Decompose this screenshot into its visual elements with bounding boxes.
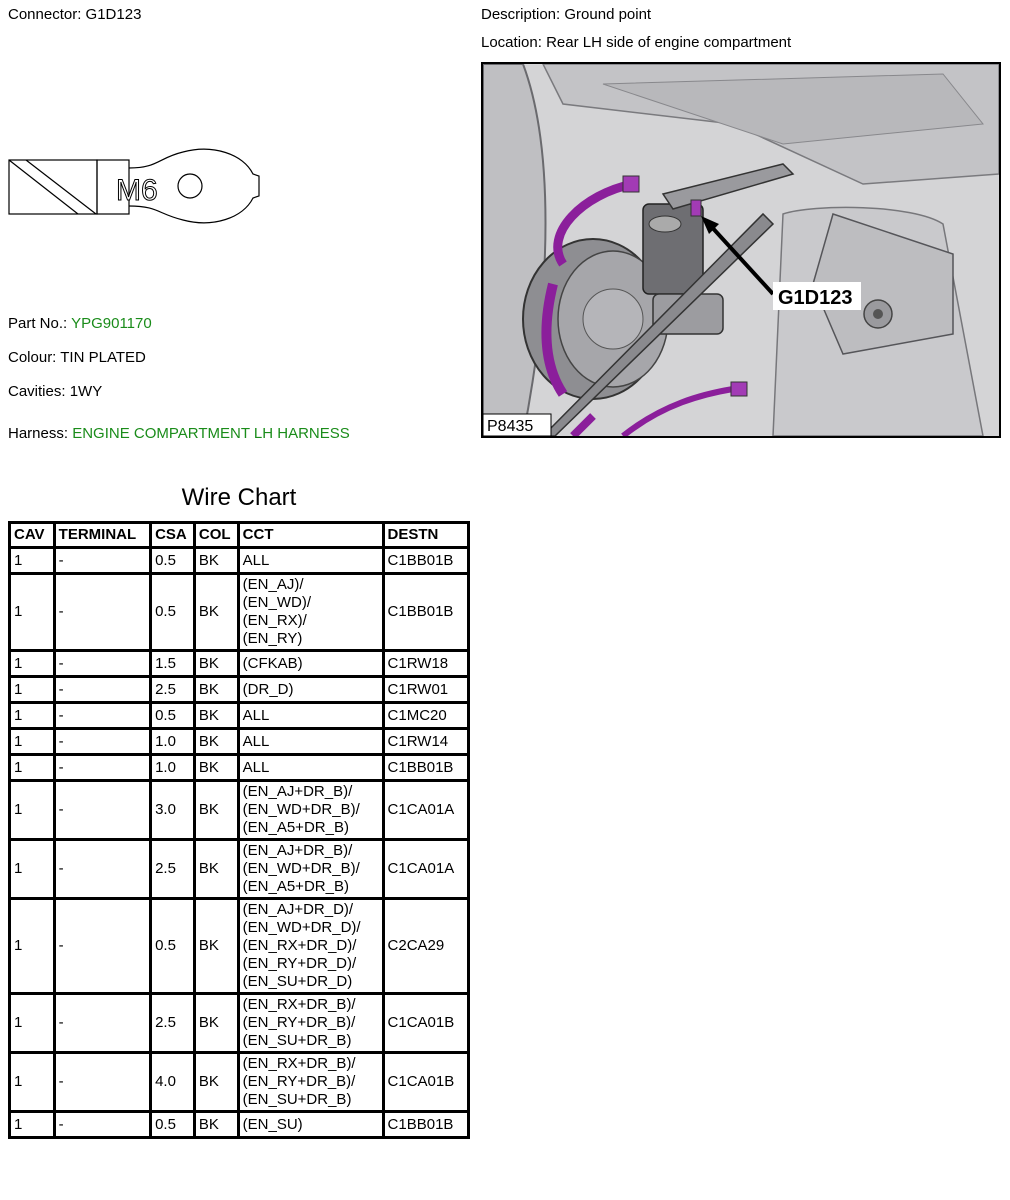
cell-terminal: - <box>54 651 150 677</box>
table-row <box>10 703 469 729</box>
part-no-value[interactable]: YPG901170 <box>71 315 152 332</box>
cell-cav: 1 <box>10 1112 55 1138</box>
header-cav: CAV <box>10 523 55 548</box>
table-row <box>10 1053 469 1112</box>
cell-col: BK <box>194 781 238 840</box>
cell-terminal: - <box>54 994 150 1053</box>
cell-col: BK <box>194 703 238 729</box>
cell-cav: 1 <box>10 729 55 755</box>
colour-label: Colour: <box>8 349 57 366</box>
connector-line <box>8 6 141 24</box>
cell-destn[interactable]: C1BB01B <box>383 755 468 781</box>
part-no-line <box>8 315 152 333</box>
cell-csa: 2.5 <box>151 677 195 703</box>
cell-destn[interactable]: C1RW01 <box>383 677 468 703</box>
cell-destn[interactable]: C1BB01B <box>383 548 468 574</box>
cell-terminal: - <box>54 781 150 840</box>
cell-terminal: - <box>54 677 150 703</box>
cell-terminal: - <box>54 840 150 899</box>
cell-cct: ALL <box>238 729 383 755</box>
cell-col: BK <box>194 574 238 651</box>
cell-cct: (EN_AJ+DR_B)/ (EN_WD+DR_B)/ (EN_A5+DR_B) <box>238 840 383 899</box>
cell-csa: 0.5 <box>151 703 195 729</box>
header-col: COL <box>194 523 238 548</box>
cell-cct: ALL <box>238 755 383 781</box>
cell-csa: 1.5 <box>151 651 195 677</box>
cell-col: BK <box>194 899 238 994</box>
cell-terminal: - <box>54 703 150 729</box>
cell-col: BK <box>194 755 238 781</box>
cell-cct: (EN_AJ+DR_B)/ (EN_WD+DR_B)/ (EN_A5+DR_B) <box>238 781 383 840</box>
cell-destn[interactable]: C1CA01A <box>383 840 468 899</box>
cell-col: BK <box>194 1053 238 1112</box>
cell-cct: (EN_AJ+DR_D)/ (EN_WD+DR_D)/ (EN_RX+DR_D)/ (EN_RY+DR_D)/ (EN_SU+DR_D) <box>238 899 383 994</box>
cell-destn[interactable]: C1BB01B <box>383 1112 468 1138</box>
cell-destn[interactable]: C1BB01B <box>383 574 468 651</box>
cell-csa: 1.0 <box>151 755 195 781</box>
cell-terminal: - <box>54 755 150 781</box>
connector-value: G1D123 <box>85 6 142 23</box>
table-row <box>10 781 469 840</box>
cell-col: BK <box>194 651 238 677</box>
header-destn: DESTN <box>383 523 468 548</box>
cell-cct: (EN_RX+DR_B)/ (EN_RY+DR_B)/ (EN_SU+DR_B) <box>238 994 383 1053</box>
cavities-value: 1WY <box>69 383 103 400</box>
location-photo <box>481 62 1001 438</box>
cell-terminal: - <box>54 1053 150 1112</box>
terminal-diagram <box>8 140 268 235</box>
cell-col: BK <box>194 1112 238 1138</box>
cell-col: BK <box>194 840 238 899</box>
harness-label: Harness: <box>8 425 69 442</box>
cell-col: BK <box>194 548 238 574</box>
cell-cav: 1 <box>10 651 55 677</box>
description-line <box>481 6 651 24</box>
cell-cav: 1 <box>10 899 55 994</box>
cell-terminal: - <box>54 1112 150 1138</box>
cell-cav: 1 <box>10 994 55 1053</box>
cell-col: BK <box>194 729 238 755</box>
cell-cct: (EN_SU) <box>238 1112 383 1138</box>
cavities-label: Cavities: <box>8 383 66 400</box>
cell-csa: 0.5 <box>151 899 195 994</box>
part-no-label: Part No.: <box>8 315 68 332</box>
table-row <box>10 1112 469 1138</box>
table-row <box>10 574 469 651</box>
table-row <box>10 548 469 574</box>
cell-csa: 2.5 <box>151 840 195 899</box>
description-value: Ground point <box>564 6 652 23</box>
wire-chart-title: Wire Chart <box>181 484 297 511</box>
cell-cct: (CFKAB) <box>238 651 383 677</box>
cell-cav: 1 <box>10 574 55 651</box>
terminal-size-text: M6 <box>116 174 158 207</box>
cell-destn[interactable]: C1CA01A <box>383 781 468 840</box>
colour-value: TIN PLATED <box>60 349 146 366</box>
table-row <box>10 677 469 703</box>
cell-cct: ALL <box>238 703 383 729</box>
cavities-line <box>8 383 102 401</box>
cell-cav: 1 <box>10 548 55 574</box>
description-label: Description: <box>481 6 561 23</box>
cell-csa: 4.0 <box>151 1053 195 1112</box>
table-row <box>10 729 469 755</box>
harness-line <box>8 425 350 443</box>
cell-destn[interactable]: C2CA29 <box>383 899 468 994</box>
header-cct: CCT <box>238 523 383 548</box>
cell-cct: (DR_D) <box>238 677 383 703</box>
cell-csa: 0.5 <box>151 1112 195 1138</box>
location-line <box>481 34 791 52</box>
location-value: Rear LH side of engine compartment <box>546 34 792 51</box>
wire-chart-table <box>8 521 470 1139</box>
cell-col: BK <box>194 677 238 703</box>
cell-cct: (EN_RX+DR_B)/ (EN_RY+DR_B)/ (EN_SU+DR_B) <box>238 1053 383 1112</box>
cell-csa: 2.5 <box>151 994 195 1053</box>
header-terminal: TERMINAL <box>54 523 150 548</box>
cell-csa: 0.5 <box>151 574 195 651</box>
cell-cct: ALL <box>238 548 383 574</box>
location-label: Location: <box>481 34 542 51</box>
colour-line <box>8 349 146 367</box>
cell-csa: 0.5 <box>151 548 195 574</box>
cell-terminal: - <box>54 899 150 994</box>
wire-chart-header-row <box>10 523 469 548</box>
cell-terminal: - <box>54 574 150 651</box>
cell-destn[interactable]: C1CA01B <box>383 1053 468 1112</box>
cell-terminal: - <box>54 548 150 574</box>
connector-label: Connector: <box>8 6 82 23</box>
cell-cav: 1 <box>10 677 55 703</box>
table-row <box>10 651 469 677</box>
cell-cav: 1 <box>10 1053 55 1112</box>
cell-col: BK <box>194 994 238 1053</box>
photo-callout: G1D123 <box>778 287 853 309</box>
cell-cav: 1 <box>10 703 55 729</box>
cell-cav: 1 <box>10 840 55 899</box>
table-row <box>10 899 469 994</box>
cell-cav: 1 <box>10 755 55 781</box>
cell-destn[interactable]: C1RW18 <box>383 651 468 677</box>
cell-terminal: - <box>54 729 150 755</box>
header-csa: CSA <box>151 523 195 548</box>
table-row <box>10 994 469 1053</box>
cell-csa: 3.0 <box>151 781 195 840</box>
cell-cct: (EN_AJ)/ (EN_WD)/ (EN_RX)/ (EN_RY) <box>238 574 383 651</box>
cell-csa: 1.0 <box>151 729 195 755</box>
table-row <box>10 755 469 781</box>
cell-cav: 1 <box>10 781 55 840</box>
cell-destn[interactable]: C1MC20 <box>383 703 468 729</box>
cell-destn[interactable]: C1CA01B <box>383 994 468 1053</box>
table-row <box>10 840 469 899</box>
cell-destn[interactable]: C1RW14 <box>383 729 468 755</box>
photo-ref: P8435 <box>487 418 534 435</box>
harness-value[interactable]: ENGINE COMPARTMENT LH HARNESS <box>72 425 350 442</box>
